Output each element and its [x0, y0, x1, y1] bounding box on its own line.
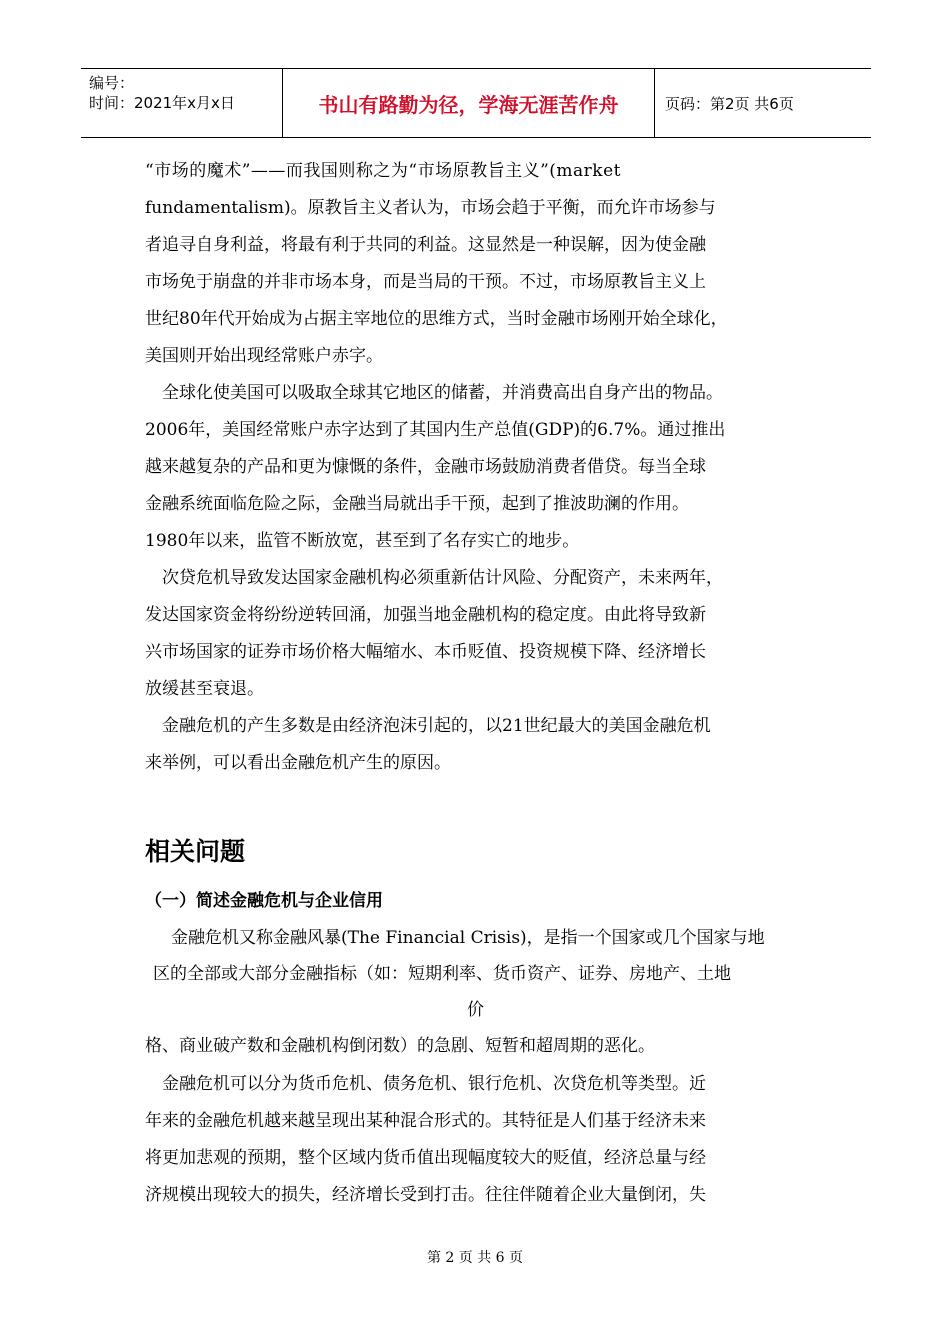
paragraph-line: 美国则开始出现经常账户赤字。: [145, 346, 383, 366]
top-paragraphs: [145, 153, 815, 782]
paragraph: [145, 153, 815, 375]
paragraph-line: 者追寻自身利益，将最有利于共同的利益。这显然是一种误解，因为使金融: [145, 235, 706, 255]
paragraph: [145, 375, 815, 560]
paragraph-line: 来举例，可以看出金融危机产生的原因。: [145, 753, 451, 773]
header-page-number: 页码：第2页 共6页: [665, 94, 794, 113]
section-title: 相关问题: [145, 837, 246, 866]
paragraph-line: 兴市场国家的证券市场价格大幅缩水、本币贬值、投资规模下降、经济增长: [145, 642, 706, 662]
page-footer: 第 2 页 共 6 页: [426, 1250, 524, 1266]
document-number-label: 编号：: [89, 74, 135, 92]
paragraph-line: 金融危机的产生多数是由经济泡沫引起的，以21世纪最大的美国金融危机: [162, 716, 711, 736]
paragraph: [145, 560, 815, 708]
paragraph-line: 格、商业破产数和金融机构倒闭数）的急剧、短暂和超周期的恶化。: [145, 1036, 655, 1056]
document-time-label: 时间：2021年x月x日: [89, 94, 235, 112]
paragraph-line: 价: [467, 1000, 484, 1020]
paragraph: [145, 1066, 815, 1214]
header-meta: [81, 69, 283, 137]
paragraph-line: 金融系统面临危险之际，金融当局就出手干预，起到了推波助澜的作用。: [145, 494, 689, 514]
paragraph-line: fundamentalism)。原教旨主义者认为，市场会趋于平衡，而允许市场参与: [145, 198, 716, 218]
paragraph-line: 越来越复杂的产品和更为慷慨的条件，金融市场鼓励消费者借贷。每当全球: [145, 457, 706, 477]
paragraph-line: 2006年，美国经常账户赤字达到了其国内生产总值(GDP)的6.7%。通过推出: [145, 420, 726, 440]
bottom-paragraphs: [145, 1066, 815, 1214]
paragraph-line: 1980年以来，监管不断放宽，甚至到了名存实亡的地步。: [145, 531, 580, 551]
paragraph-line: 金融危机又称金融风暴(The Financial Crisis)，是指一个国家或几个国家与地: [171, 928, 765, 948]
paragraph-line: 济规模出现较大的损失，经济增长受到打击。往往伴随着企业大量倒闭，失: [145, 1185, 706, 1205]
paragraph-line: 次贷危机导致发达国家金融机构必须重新估计风险、分配资产，未来两年，: [162, 568, 723, 588]
paragraph-line: 市场免于崩盘的并非市场本身，而是当局的干预。不过，市场原教旨主义上: [145, 272, 706, 292]
paragraph-line: 全球化使美国可以吸取全球其它地区的储蓄，并消费高出自身产出的物品。: [162, 383, 723, 403]
paragraph-line: 将更加悲观的预期，整个区域内货币值出现幅度较大的贬值，经济总量与经: [145, 1148, 706, 1168]
paragraph-line: 放缓甚至衰退。: [145, 679, 264, 699]
paragraph-line: 年来的金融危机越来越呈现出某种混合形式的。其特征是人们基于经济未来: [145, 1111, 706, 1131]
paragraph-line: 世纪80年代开始成为占据主宰地位的思维方式，当时金融市场刚开始全球化，: [145, 309, 728, 329]
paragraph-line: 发达国家资金将纷纷逆转回涌，加强当地金融机构的稳定度。由此将导致新: [145, 605, 706, 625]
paragraph-line: 金融危机可以分为货币危机、债务危机、银行危机、次贷危机等类型。近: [162, 1074, 706, 1094]
paragraph: [145, 708, 815, 782]
page-header: [81, 68, 871, 138]
paragraph-line: 区的全部或大部分金融指标（如：短期利率、货币资产、证券、房地产、土地: [153, 964, 731, 984]
paragraph-line: “市场的魔术”——而我国则称之为“市场原教旨主义”(market: [145, 161, 621, 181]
header-motto: 书山有路勤为径，学海无涯苦作舟: [283, 69, 655, 137]
subsection-title: （一）简述金融危机与企业信用: [145, 891, 383, 911]
definition-paragraph: [145, 920, 815, 1064]
